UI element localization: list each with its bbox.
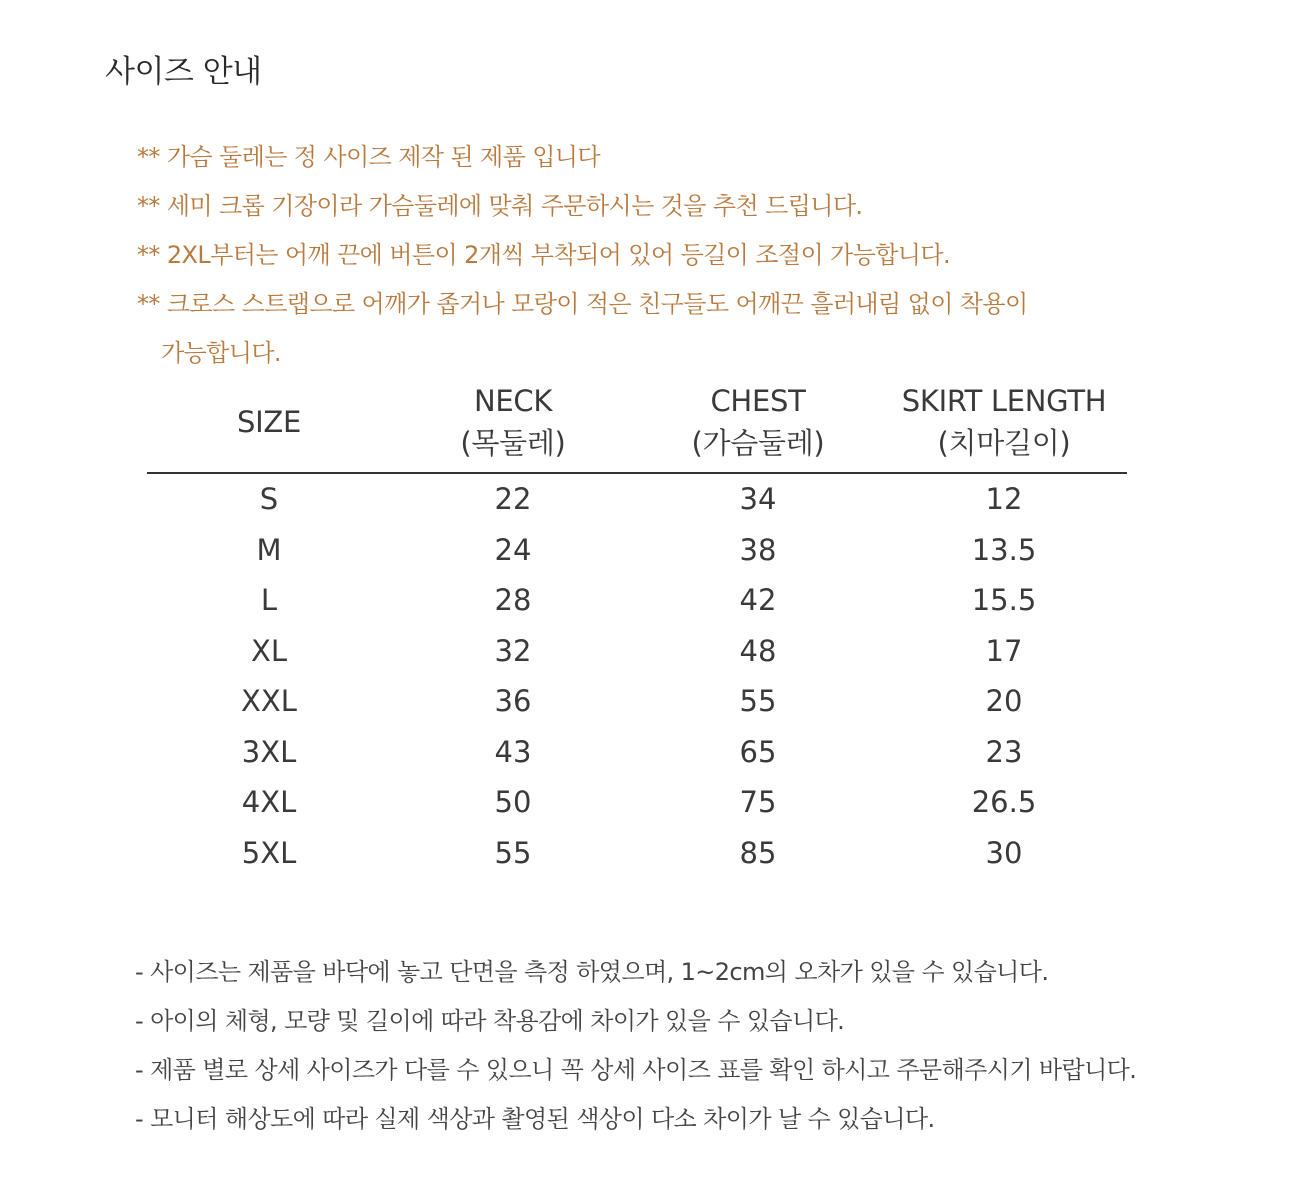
table-row [147, 727, 1127, 778]
disclaimer-item: - 사이즈는 제품을 바닥에 놓고 단면을 측정 하였으며, 1~2cm의 오차가 있을 수 있습니다. [135, 958, 1049, 986]
header-chest [635, 380, 881, 473]
cell-size: 3XL [241, 734, 297, 769]
note-item: ** 크로스 스트랩으로 어깨가 좁거나 모랑이 적은 친구들도 어깨끈 흘러내림 없이 착용이 [137, 290, 1028, 318]
cell-skirt: 12 [985, 482, 1023, 517]
cell-size: 4XL [241, 785, 297, 820]
cell-chest: 34 [739, 482, 777, 517]
disclaimer-item: - 아이의 체형, 모량 및 길이에 따라 착용감에 차이가 있을 수 있습니다. [135, 1007, 845, 1035]
size-table [147, 380, 1127, 878]
cell-chest: 65 [739, 734, 777, 769]
note-item: ** 세미 크롭 기장이라 가슴둘레에 맞춰 주문하시는 것을 추천 드립니다. [137, 192, 863, 220]
header-size-label: SIZE [237, 405, 301, 439]
cell-skirt: 30 [985, 835, 1023, 870]
cell-neck: 28 [494, 583, 532, 618]
note-item: ** 가슴 둘레는 정 사이즈 제작 된 제품 입니다 [137, 143, 600, 171]
cell-chest: 85 [739, 835, 777, 870]
cell-neck: 55 [494, 835, 532, 870]
header-row [147, 380, 1127, 473]
cell-neck: 32 [494, 633, 532, 668]
cell-chest: 42 [739, 583, 777, 618]
header-skirt-sublabel: (치마길이) [937, 426, 1071, 460]
cell-neck: 22 [494, 482, 532, 517]
cell-chest: 55 [739, 684, 777, 719]
cell-size: S [259, 482, 279, 517]
header-size [147, 380, 391, 473]
cell-skirt: 20 [985, 684, 1023, 719]
note-item-continuation [137, 336, 1137, 385]
header-neck-label: NECK [473, 384, 553, 418]
size-table-header [147, 380, 1127, 473]
cell-neck: 24 [494, 532, 532, 567]
cell-skirt: 17 [985, 633, 1023, 668]
header-skirt-label: SKIRT LENGTH [901, 384, 1107, 418]
disclaimers [135, 952, 1136, 1148]
header-neck [391, 380, 635, 473]
header-chest-label: CHEST [710, 384, 806, 418]
table-row [147, 575, 1127, 626]
cell-skirt: 13.5 [971, 532, 1037, 567]
note-item: ** 2XL부터는 어깨 끈에 버튼이 2개씩 부착되어 있어 등길이 조절이 가능합니다. [137, 241, 951, 269]
table-row [147, 828, 1127, 879]
cell-neck: 50 [494, 785, 532, 820]
cell-chest: 38 [739, 532, 777, 567]
disclaimer-item: - 제품 별로 상세 사이즈가 다를 수 있으니 꼭 상세 사이즈 표를 확인 하시고 주문해주시기 바랍니다. [135, 1056, 1137, 1084]
cell-size: XL [250, 633, 288, 668]
cell-skirt: 15.5 [971, 583, 1037, 618]
cell-chest: 48 [739, 633, 777, 668]
size-notes [137, 140, 1137, 385]
table-row [147, 626, 1127, 677]
header-chest-sublabel: (가슴둘레) [691, 426, 825, 460]
disclaimer-item: - 모니터 해상도에 따라 실제 색상과 촬영된 색상이 다소 차이가 날 수 있습니다. [135, 1105, 935, 1133]
cell-skirt: 23 [985, 734, 1023, 769]
cell-chest: 75 [739, 785, 777, 820]
cell-size: L [260, 583, 278, 618]
cell-size: M [256, 532, 282, 567]
size-table-body [147, 473, 1127, 878]
table-row [147, 473, 1127, 525]
cell-neck: 36 [494, 684, 532, 719]
table-row [147, 525, 1127, 576]
table-row [147, 777, 1127, 828]
note-continuation-text: 가능합니다. [161, 339, 281, 367]
table-row [147, 676, 1127, 727]
header-neck-sublabel: (목둘레) [460, 426, 566, 460]
cell-size: XXL [241, 684, 297, 719]
header-skirt [881, 380, 1127, 473]
page-title: 사이즈 안내 [105, 54, 262, 90]
cell-skirt: 26.5 [971, 785, 1037, 820]
cell-neck: 43 [494, 734, 532, 769]
cell-size: 5XL [241, 835, 297, 870]
